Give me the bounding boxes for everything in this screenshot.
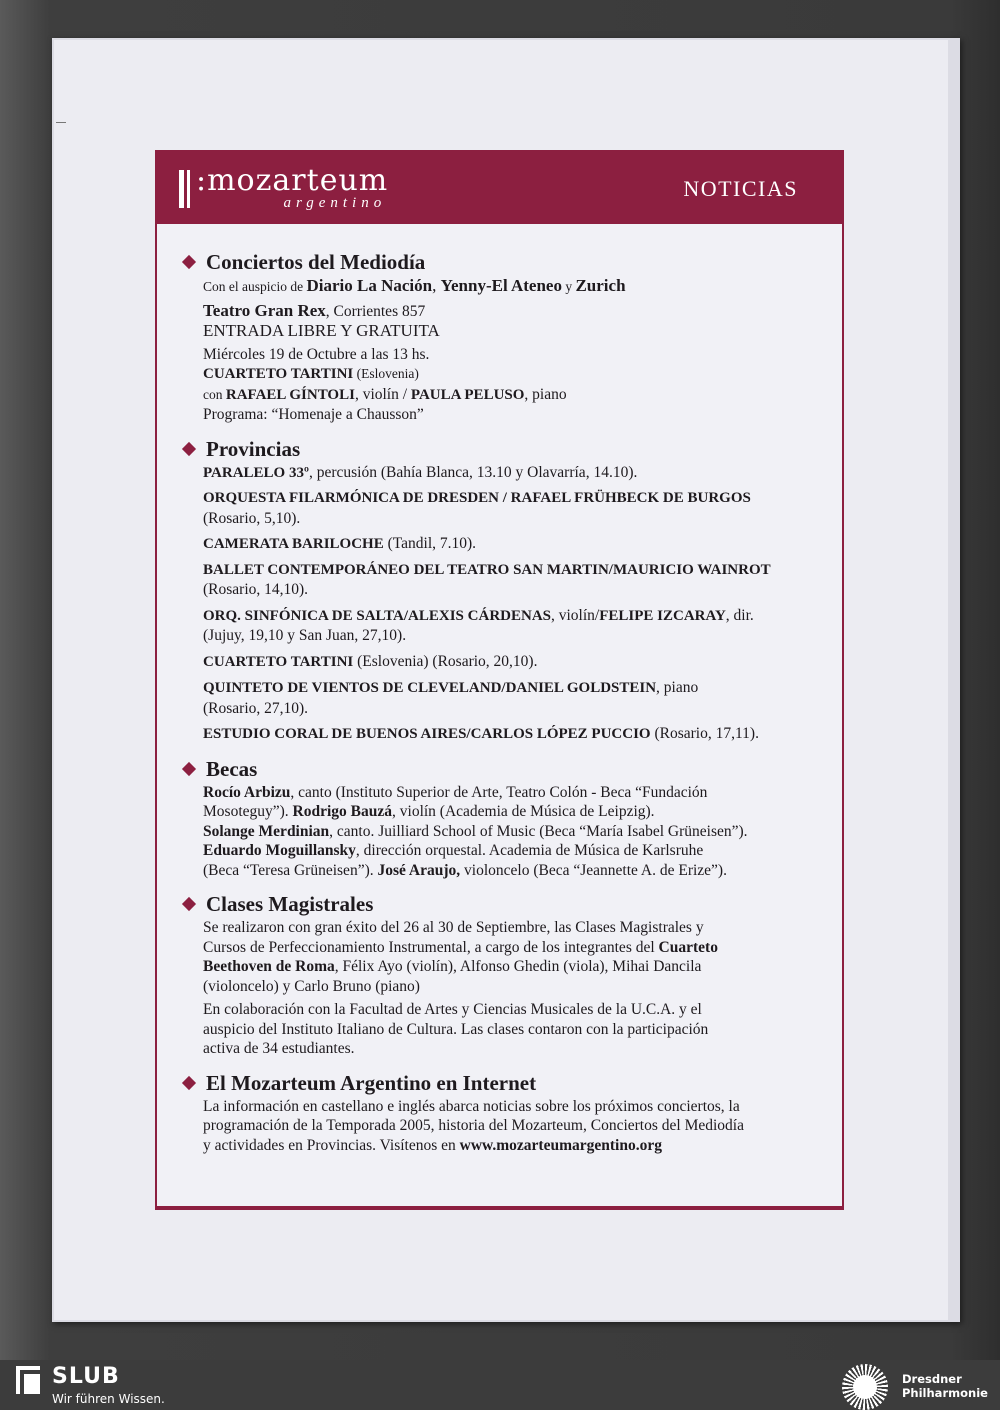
section-provincias (177, 437, 822, 745)
list-item: ORQUESTA FILARMÓNICA DE DRESDEN / RAFAEL FRÜHBECK DE BURGOS (Rosario, 5,10). (203, 490, 751, 527)
banner (157, 152, 842, 224)
section-heading: Conciertos del Mediodía (206, 250, 426, 274)
logo-main-text: :mozarteum (196, 163, 389, 198)
bullet-diamond-icon (182, 1075, 196, 1089)
date-line: Miércoles 19 de Octubre a las 13 hs. (203, 345, 430, 363)
text-line: Se realizaron con gran éxito del 26 al 30 de Septiembre, las Clases Magistrales y (203, 919, 704, 936)
list-item: QUINTETO DE VIENTOS DE CLEVELAND/DANIEL GOLDSTEIN, piano (Rosario, 27,10). (203, 679, 699, 717)
news-box (155, 150, 844, 1210)
text-line: auspicio del Instituto Italiano de Cultura. Las clases contaron con la participación (203, 1020, 709, 1038)
section-mediodia (177, 250, 822, 425)
margin-mark (56, 122, 66, 123)
bullet-diamond-icon (182, 441, 196, 455)
logo-sub-text: argentino (283, 195, 387, 211)
list-item: CAMERATA BARILOCHE (Tandil, 7.10). (203, 535, 477, 552)
mozarteum-logo (179, 163, 389, 211)
text-line: programación de la Temporada 2005, historia del Mozarteum, Conciertos del Mediodía (203, 1117, 744, 1134)
bullet-diamond-icon (182, 761, 196, 775)
text-line: y actividades en Provincias. Visítenos en www.mozarteumargentino.org (203, 1136, 662, 1154)
program-line: Programa: “Homenaje a Chausson” (203, 406, 424, 423)
text-line: Cursos de Perfeccionamiento Instrumental, a cargo de los integrantes del Cuarteto (203, 938, 718, 956)
slub-name: SLUB (52, 1364, 120, 1389)
list-item: ESTUDIO CORAL DE BUENOS AIRES/CARLOS LÓPEZ PUCCIO (Rosario, 17,11). (203, 725, 759, 742)
list-item: BALLET CONTEMPORÁNEO DEL TEATRO SAN MARTIN/MAURICIO WAINROT (Rosario, 14,10). (203, 561, 771, 598)
list-item: ORQ. SINFÓNICA DE SALTA/ALEXIS CÁRDENAS, violín/FELIPE IZCARAY, dir. (Jujuy, 19,10 y San Juan, 27,10). (203, 606, 754, 644)
sponsor-line: Con el auspicio de Diario La Nación, Yenny-El Ateneo y Zurich (203, 276, 626, 295)
entry-line: ENTRADA LIBRE Y GRATUITA (203, 321, 440, 340)
footer-bar (0, 1360, 1000, 1410)
philharmonie-logo-icon (842, 1364, 888, 1410)
logo-bars-icon (179, 170, 190, 208)
text-line: Rocío Arbizu, canto (Instituto Superior de Arte, Teatro Colón - Beca “Fundación (203, 783, 708, 801)
text-line: La información en castellano e inglés abarca noticias sobre los próximos conciertos, la (203, 1097, 740, 1115)
text-line: Beethoven de Roma, Félix Ayo (violín), Alfonso Ghedin (viola), Mihai Dancila (203, 958, 702, 975)
performer-line: CUARTETO TARTINI (Eslovenia) (203, 366, 419, 382)
text-line: (Beca “Teresa Grüneisen”). José Araujo, violoncelo (Beca “Jeannette A. de Erize”). (203, 861, 727, 879)
section-heading: Becas (206, 756, 258, 781)
text-line: activa de 34 estudiantes. (203, 1040, 355, 1057)
slub-tagline: Wir führen Wissen. (52, 1392, 165, 1406)
philharmonie-name: Dresdner Philharmonie (902, 1372, 988, 1400)
bullet-diamond-icon (182, 255, 196, 269)
text-line: Eduardo Moguillansky, dirección orquestal. Academia de Música de Karlsruhe (203, 842, 704, 859)
section-heading: Provincias (206, 436, 301, 461)
website-link[interactable]: www.mozarteumargentino.org (459, 1136, 662, 1154)
text-line: Solange Merdinian, canto. Juilliard School of Music (Beca “María Isabel Grüneisen”). (203, 822, 748, 840)
venue-line: Teatro Gran Rex, Corrientes 857 (203, 300, 426, 320)
text-line: En colaboración con la Facultad de Artes y Ciencias Musicales de la U.C.A. y el (203, 1001, 702, 1018)
section-clases (177, 892, 822, 1059)
section-heading: Clases Magistrales (206, 892, 374, 916)
news-content (157, 224, 842, 1155)
section-becas (177, 757, 822, 881)
soloists-line: con RAFAEL GÍNTOLI, violín / PAULA PELUSO, piano (203, 385, 567, 403)
text-line: Mosoteguy”). Rodrigo Bauzá, violín (Academia de Música de Leipzig). (203, 803, 655, 820)
text-line: (violoncelo) y Carlo Bruno (piano) (203, 977, 420, 995)
slub-logo-icon (16, 1366, 40, 1394)
banner-title: NOTICIAS (683, 176, 798, 201)
list-item: PARALELO 33º, percusión (Bahía Blanca, 13.10 y Olavarría, 14.10). (203, 463, 638, 481)
list-item: CUARTETO TARTINI (Eslovenia) (Rosario, 20,10). (203, 652, 538, 670)
bullet-diamond-icon (182, 897, 196, 911)
section-internet (177, 1071, 822, 1156)
section-heading: El Mozarteum Argentino en Internet (206, 1070, 537, 1095)
